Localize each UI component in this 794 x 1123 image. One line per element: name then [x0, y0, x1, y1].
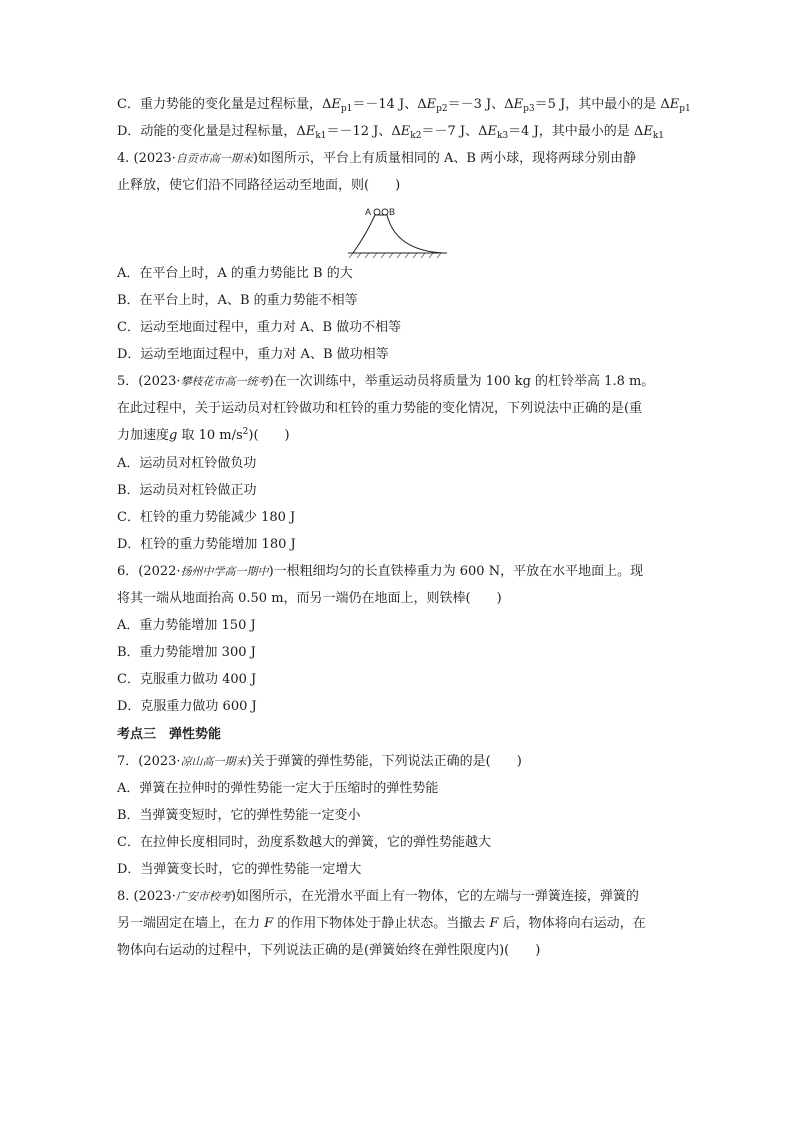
q4-source: 自贡市高一期末	[175, 152, 253, 165]
q8-stem-line3: 物体向右运动的过程中，下列说法正确的是(弹簧始终在弹性限度内)( )	[117, 943, 541, 958]
ground-line	[348, 253, 447, 258]
q4-stem-line2: 止释放，使它们沿不同路径运动至地面，则( )	[117, 178, 401, 193]
section-heading: 考点三 弹性势能	[117, 727, 222, 742]
q6-option-a: A．重力势能增加 150 J	[117, 618, 256, 633]
q8-source: 广安市校考	[175, 890, 231, 903]
q5-source: 攀枝花市高一统考	[180, 375, 269, 388]
q6-option-b: B．重力势能增加 300 J	[117, 645, 256, 660]
q7-stem-line1: 7．(2023·凉山高一期末)关于弹簧的弹性势能，下列说法正确的是( )	[117, 754, 522, 769]
q5-option-d: D．杠铃的重力势能增加 180 J	[117, 537, 296, 552]
slope-outline	[353, 215, 443, 253]
q5-option-b: B．运动员对杠铃做正功	[117, 483, 257, 498]
q4-option-a: A．在平台上时，A 的重力势能比 B 的大	[117, 266, 353, 281]
q8-stem-line1: 8. (2023·广安市校考)如图所示，在光滑水平面上有一物体，它的左端与一弹簧连接，弹簧的	[117, 889, 639, 904]
ball-a	[374, 209, 380, 215]
q6-option-d: D．克服重力做功 600 J	[117, 699, 257, 714]
label-a: A	[365, 207, 372, 217]
label-b: B	[389, 207, 396, 217]
q5-stem-line1: 5．(2023·攀枝花市高一统考)在一次训练中，举重运动员将质量为 100 kg 的杠铃举高 1.8 m。	[117, 374, 655, 389]
q7-source: 凉山高一期末	[180, 755, 247, 768]
q7-option-a: A．弹簧在拉伸时的弹性势能一定大于压缩时的弹性势能	[117, 781, 439, 796]
ball-b	[382, 209, 388, 215]
q3-option-c: C．重力势能的变化量是过程标量，$\Delta E_{p1}=-14$ J、$\Delta E_{p2}=-3$ J、$\Delta E_{p3}=5$ J，其中最小的是 $\Delta E_{p1}$	[117, 97, 691, 114]
q5-stem-line3: 力加速度g 取 10 $m/s^2$)( )	[117, 427, 290, 443]
q5-option-c: C．杠铃的重力势能减少 180 J	[117, 510, 296, 525]
q4-stem-line1: 4. (2023·自贡市高一期末)如图所示，平台上有质量相同的 A、B 两小球，现将两球分别由静	[117, 151, 637, 166]
q7-option-b: B．当弹簧变短时，它的弹性势能一定变小	[117, 808, 361, 823]
q5-option-a: A．运动员对杠铃做负功	[117, 456, 257, 471]
q8-stem-line2: 另一端固定在墙上，在力 F 的作用下物体处于静止状态。当撤去 F 后，物体将向右运动，在	[117, 916, 646, 931]
q3-option-d: D．动能的变化量是过程标量，$\Delta E_{k1}=-12$ J、$\Delta E_{k2}=-7$ J、$\Delta E_{k3}=4$ J，其中最小的是 $\Delta E_{k1}$	[117, 124, 664, 141]
q4-option-c: C．运动至地面过程中，重力对 A、B 做功不相等	[117, 320, 402, 335]
q7-option-c: C．在拉伸长度相同时，劲度系数越大的弹簧，它的弹性势能越大	[117, 835, 491, 850]
q6-stem-line1: 6．(2022·扬州中学高一期中)一根粗细均匀的长直铁棒重力为 600 N，平放在水平地面上。现	[117, 564, 644, 579]
q5-stem-line2: 在此过程中，关于运动员对杠铃做功和杠铃的重力势能的变化情况，下列说法中正确的是(重	[117, 401, 643, 416]
q4-option-d: D．运动至地面过程中，重力对 A、B 做功相等	[117, 347, 389, 362]
q4-slope-figure	[345, 203, 450, 259]
q6-stem-line2: 将其一端从地面抬高 0.50 m，而另一端仍在地面上，则铁棒( )	[117, 591, 502, 606]
q7-option-d: D．当弹簧变长时，它的弹性势能一定增大	[117, 862, 362, 877]
q4-option-b: B．在平台上时，A、B 的重力势能不相等	[117, 293, 358, 308]
q6-source: 扬州中学高一期中	[180, 565, 269, 578]
q6-option-c: C．克服重力做功 400 J	[117, 672, 257, 687]
